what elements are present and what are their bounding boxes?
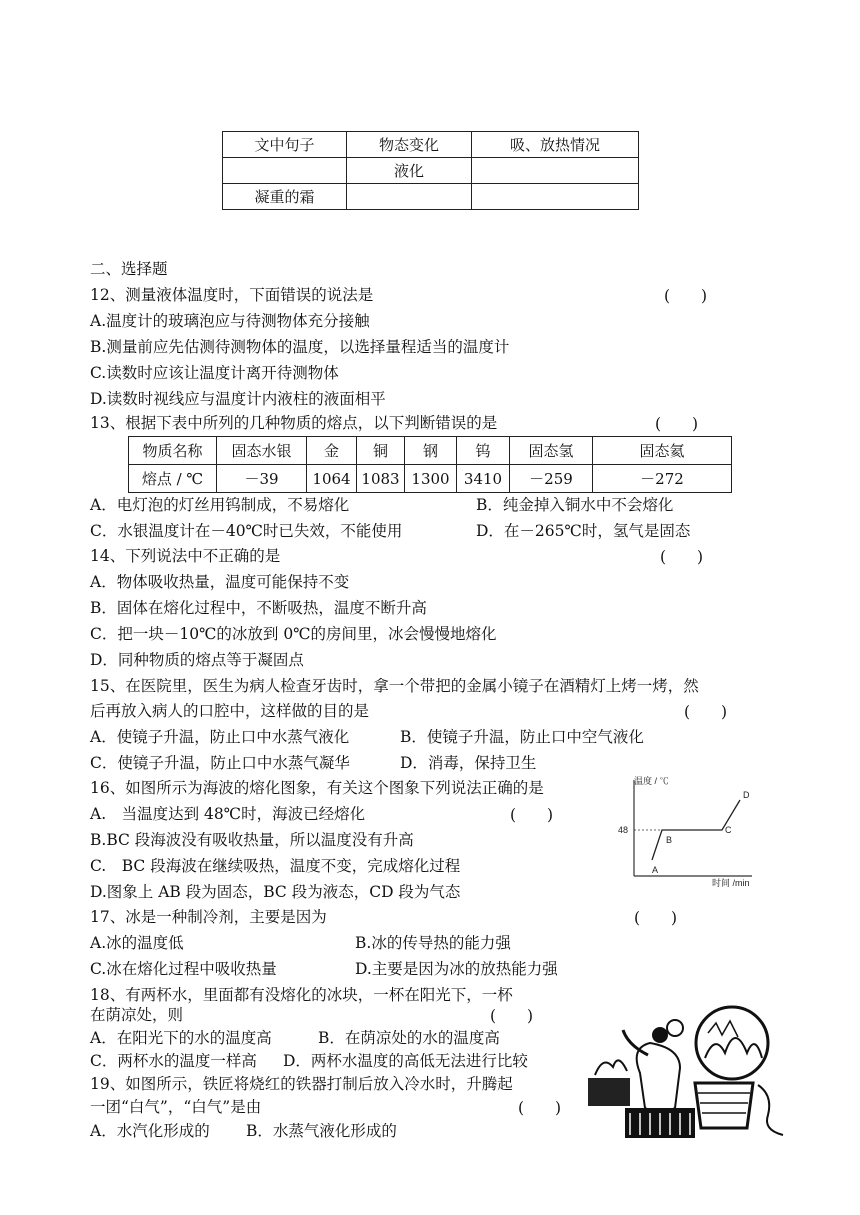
- option-b: B.冰的传导热的能力强: [355, 934, 511, 952]
- melting-curve-graph: [612, 770, 762, 890]
- table-header-cell: 钨: [457, 437, 510, 465]
- table-header-cell: 物态变化: [347, 132, 472, 158]
- option-a: A．使镜子升温，防止口中水蒸气液化: [90, 728, 350, 746]
- option-a: A.冰的温度低: [90, 934, 184, 952]
- table-cell: 3410: [457, 465, 510, 493]
- water-bucket-icon: [695, 1083, 753, 1128]
- point-label-c: C: [725, 825, 732, 835]
- table-cell: 1300: [405, 465, 457, 493]
- option-c: C．水银温度计在－40℃时已失效，不能使用: [90, 522, 403, 540]
- table-row: [223, 132, 639, 158]
- x-axis-label: 时间 /min: [712, 878, 750, 888]
- option-d: D.图象上 AB 段为固态，BC 段为液态，CD 段为气态: [90, 883, 461, 901]
- option-a: A．在阳光下的水的温度高: [90, 1029, 272, 1047]
- state-change-table: [222, 131, 639, 210]
- table-header-cell: 吸、放热情况: [472, 132, 639, 158]
- point-label-b: B: [666, 835, 673, 845]
- option-a: A. 当温度达到 48℃时，海波已经熔化: [90, 805, 366, 823]
- answer-blank: ( ): [518, 1099, 562, 1117]
- person-head-icon: [652, 1027, 668, 1043]
- option-b: B．纯金掉入铜水中不会熔化: [476, 496, 674, 514]
- question-15-stem: 15、在医院里，医生为病人检查牙齿时，拿一个带把的金属小镜子在酒精灯上烤一烤，然: [90, 677, 699, 695]
- question-16-stem: 16、如图所示为海波的熔化图象，有关这个图象下列说法正确的是: [90, 779, 544, 797]
- answer-blank: ( ): [655, 415, 699, 433]
- table-cell: 1064: [307, 465, 357, 493]
- question-15-stem-cont: 后再放入病人的口腔中，这样做的目的是: [90, 702, 370, 720]
- option-d: D．在－265℃时，氢气是固态: [476, 522, 691, 540]
- melting-point-table: [128, 436, 732, 493]
- option-b: B．水蒸气液化形成的: [246, 1122, 397, 1140]
- question-19-stem: 19、如图所示，铁匠将烧红的铁器打制后放入冷水时，升腾起: [90, 1075, 513, 1093]
- option-d: D．两杯水温度的高低无法进行比较: [283, 1052, 528, 1070]
- table-header-cell: 固态水银: [217, 437, 307, 465]
- table-cell: [472, 158, 639, 184]
- table-cell: 凝重的霜: [223, 184, 347, 210]
- option-d: D．同种物质的熔点等于凝固点: [90, 651, 304, 669]
- option-d: D.主要是因为冰的放热能力强: [355, 960, 558, 978]
- table-header-cell: 文中句子: [223, 132, 347, 158]
- question-18-stem-cont: 在荫凉处，则: [90, 1006, 184, 1024]
- question-18-stem: 18、有两杯水，里面都有没熔化的冰块，一杯在阳光下，一杯: [90, 986, 513, 1004]
- table-header-cell: 铜: [357, 437, 405, 465]
- answer-blank: ( ): [634, 909, 678, 927]
- option-d: D.读数时视线应与温度计内液柱的液面相平: [90, 390, 386, 408]
- table-cell: －259: [510, 465, 593, 493]
- option-b: B．使镜子升温，防止口中空气液化: [400, 728, 644, 746]
- answer-blank: ( ): [664, 287, 708, 305]
- answer-blank: ( ): [660, 548, 704, 566]
- section-title: 二、选择题: [90, 260, 168, 278]
- steam-cloud-icon: [696, 1007, 768, 1079]
- table-cell: －39: [217, 465, 307, 493]
- option-b: B.BC 段海波没有吸收热量，所以温度没有升高: [90, 831, 414, 849]
- table-header-cell: 物质名称: [129, 437, 217, 465]
- question-19-stem-cont: 一团“白气”，“白气”是由: [90, 1098, 262, 1116]
- table-cell: －272: [593, 465, 732, 493]
- option-c: C.冰在熔化过程中吸收热量: [90, 960, 277, 978]
- y-tick-label: 48: [618, 825, 629, 835]
- option-b: B．固体在熔化过程中，不断吸热，温度不断升高: [90, 599, 427, 617]
- question-17-stem: 17、冰是一种制冷剂，主要是因为: [90, 908, 327, 926]
- option-a: A．水汽化形成的: [90, 1122, 210, 1140]
- table-header-cell: 固态氦: [593, 437, 732, 465]
- table-header-cell: 金: [307, 437, 357, 465]
- table-cell: 液化: [347, 158, 472, 184]
- table-row: [223, 158, 639, 184]
- blacksmith-illustration: [580, 1003, 785, 1143]
- question-12-stem: 12、测量液体温度时，下面错误的说法是: [90, 286, 374, 304]
- point-label-d: D: [743, 790, 750, 800]
- question-13-stem: 13、根据下表中所列的几种物质的熔点，以下判断错误的是: [90, 414, 498, 432]
- option-c: C．使镜子升温，防止口中水蒸气凝华: [90, 754, 350, 772]
- option-d: D．消毒，保持卫生: [400, 754, 537, 772]
- answer-blank: ( ): [684, 703, 728, 721]
- option-a: A．电灯泡的灯丝用钨制成，不易熔化: [90, 496, 350, 514]
- table-cell: 熔点 / ℃: [129, 465, 217, 493]
- answer-blank: ( ): [510, 806, 554, 824]
- table-cell: [472, 184, 639, 210]
- question-14-stem: 14、下列说法中不正确的是: [90, 547, 281, 565]
- option-c: C.读数时应该让温度计离开待测物体: [90, 364, 339, 382]
- table-row: [129, 437, 732, 465]
- option-a: A.温度计的玻璃泡应与待测物体充分接触: [90, 312, 370, 330]
- option-c: C．把一块－10℃的冰放到 0℃的房间里，冰会慢慢地熔化: [90, 625, 497, 643]
- option-c: C. BC 段海波在继续吸热，温度不变，完成熔化过程: [90, 857, 461, 875]
- table-cell: [347, 184, 472, 210]
- table-cell: 1083: [357, 465, 405, 493]
- y-axis-label: 温度 / ℃: [634, 776, 669, 786]
- option-b: B．在荫凉处的水的温度高: [318, 1029, 500, 1047]
- table-header-cell: 固态氢: [510, 437, 593, 465]
- table-header-cell: 钢: [405, 437, 457, 465]
- table-row: [129, 465, 732, 493]
- option-c: C．两杯水的温度一样高: [90, 1052, 257, 1070]
- table-row: [223, 184, 639, 210]
- option-a: A．物体吸收热量，温度可能保持不变: [90, 573, 350, 591]
- table-cell: [223, 158, 347, 184]
- point-label-a: A: [652, 865, 659, 875]
- anvil-icon: [588, 1078, 630, 1106]
- option-b: B.测量前应先估测待测物体的温度，以选择量程适当的温度计: [90, 338, 510, 356]
- answer-blank: ( ): [490, 1007, 534, 1025]
